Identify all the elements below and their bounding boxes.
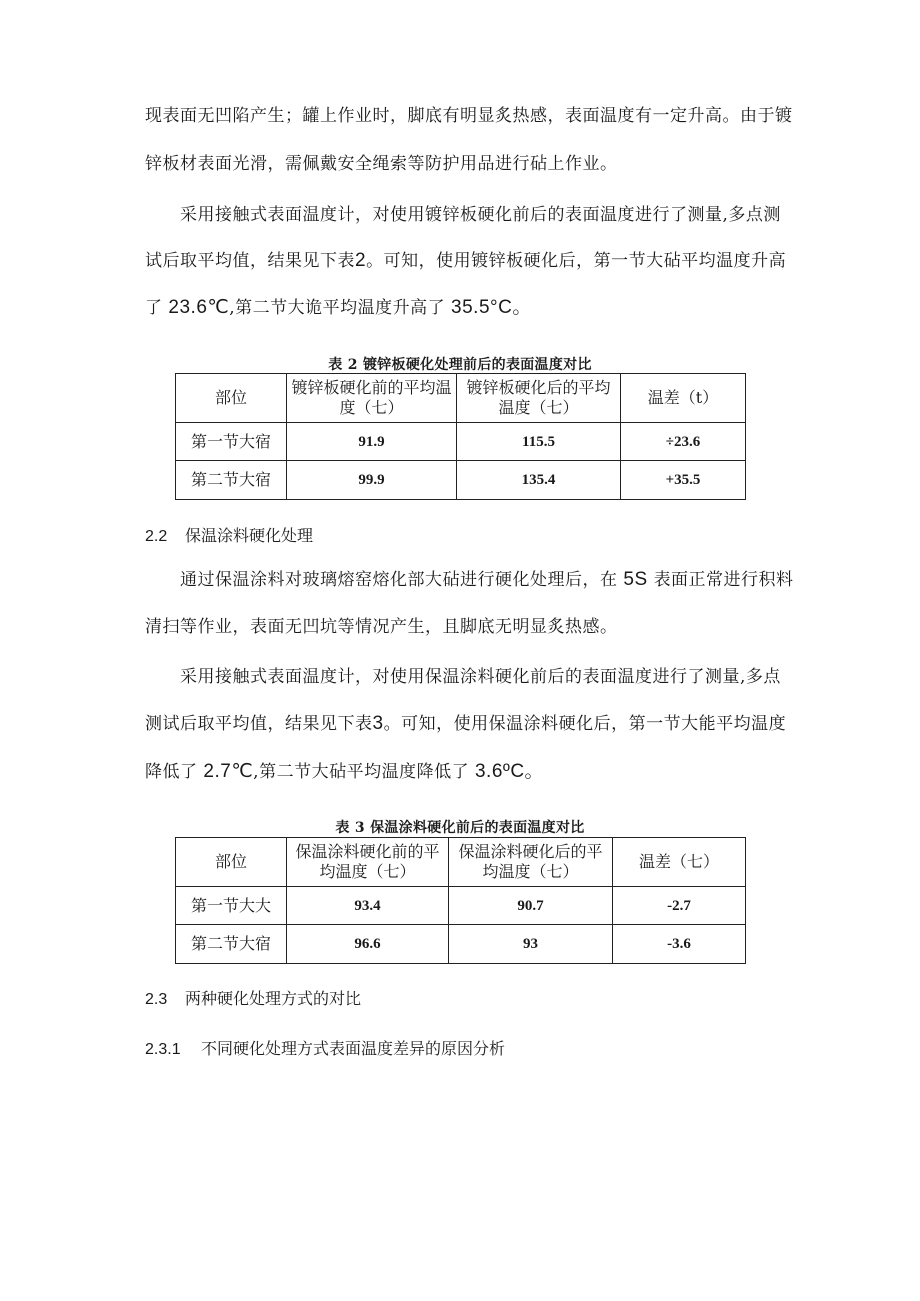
temperature-table-3: [175, 837, 746, 964]
text: 了: [145, 298, 163, 318]
table-cell: 第一节大宿: [176, 423, 287, 461]
section-number: 2.3.1: [145, 1041, 181, 1058]
header-cell: 部位: [176, 838, 287, 887]
section-heading: [145, 523, 313, 546]
table-header-row: [176, 838, 746, 887]
text: ,第二节大诡平均温度升高了: [229, 298, 446, 318]
table-cell: +35.5: [621, 461, 746, 500]
header-cell: 镀锌板硬化后的平均温度（七）: [457, 374, 621, 423]
table-cell: 第二节大宿: [176, 925, 287, 964]
section-number: 2.2: [145, 528, 168, 545]
table-row: [176, 925, 746, 964]
paragraph-line: [145, 292, 532, 319]
text: 试后取平均值，结果见下表: [145, 251, 355, 271]
section-title: 两种硬化处理方式的对比: [185, 989, 362, 1008]
table-row: [176, 887, 746, 925]
table-cell: 91.9: [287, 423, 457, 461]
paragraph-line: 清扫等作业，表面无凹坑等情况产生，且脚底无明显炙热感。: [145, 617, 618, 637]
table-cell: 99.9: [287, 461, 457, 500]
table-header-row: [176, 374, 746, 423]
table-cell: 96.6: [287, 925, 449, 964]
header-cell: 保温涂料硬化后的平均温度（七）: [449, 838, 613, 887]
paragraph-line: [180, 565, 794, 591]
paragraph-line: 采用接触式表面温度计，对使用保温涂料硬化前后的表面温度进行了测量,多点: [180, 667, 781, 687]
table-cell: -2.7: [613, 887, 746, 925]
value: 23.6℃: [168, 297, 230, 318]
header-cell: 温差（七）: [613, 838, 746, 887]
text: 。可知，使用保温涂料硬化后，第一节大能平均温度: [383, 714, 787, 734]
table-caption: 表 3 保温涂料硬化前后的表面温度对比: [335, 820, 585, 836]
table-row: [176, 423, 746, 461]
value: 2.7℃: [203, 761, 254, 782]
text: 降低了: [145, 762, 198, 782]
paragraph-line: [145, 246, 786, 272]
table-row: [176, 461, 746, 500]
paragraph-line: [145, 756, 544, 783]
table-ref: 3: [372, 713, 384, 734]
paragraph-line: 采用接触式表面温度计，对使用镀锌板硬化前后的表面温度进行了测量,多点测: [180, 205, 781, 225]
value: 35.5°C。: [451, 297, 532, 318]
temperature-table-2: [175, 373, 746, 500]
section-number: 2.3: [145, 991, 168, 1008]
table-cell: 90.7: [449, 887, 613, 925]
table-cell: 第一节大大: [176, 887, 287, 925]
text: 表面正常进行积料: [653, 570, 794, 590]
table-cell: 第二节大宿: [176, 461, 287, 500]
table-cell: -3.6: [613, 925, 746, 964]
section-heading: [145, 1036, 505, 1059]
table-cell: ÷23.6: [621, 423, 746, 461]
header-cell: 保温涂料硬化前的平均温度（七）: [287, 838, 449, 887]
header-cell: 温差（t）: [621, 374, 746, 423]
table-cell: 135.4: [457, 461, 621, 500]
section-title: 保温涂料硬化处理: [185, 526, 314, 545]
table-cell: 115.5: [457, 423, 621, 461]
table-cell: 93: [449, 925, 613, 964]
table-cell: 93.4: [287, 887, 449, 925]
paragraph-line: 现表面无凹陷产生；罐上作业时，脚底有明显炙热感，表面温度有一定升高。由于镀: [145, 106, 793, 126]
text: 。可知，使用镀锌板硬化后，第一节大砧平均温度升高: [366, 251, 787, 271]
paragraph-line: 锌板材表面光滑，需佩戴安全绳索等防护用品进行砧上作业。: [145, 154, 618, 174]
value: 3.6ºC。: [474, 761, 545, 782]
text: ,第二节大砧平均温度降低了: [253, 762, 470, 782]
table-caption: 表 2 镀锌板硬化处理前后的表面温度对比: [328, 357, 592, 373]
text: 测试后取平均值，结果见下表: [145, 714, 373, 734]
table-ref: 2: [355, 250, 367, 271]
text: 通过保温涂料对玻璃熔窑熔化部大砧进行硬化处理后，在: [180, 570, 618, 590]
header-cell: 部位: [176, 374, 287, 423]
value: 5S: [623, 569, 648, 590]
paragraph-line: [145, 709, 786, 735]
section-heading: [145, 986, 361, 1009]
header-cell: 镀锌板硬化前的平均温度（七）: [287, 374, 457, 423]
section-title: 不同硬化处理方式表面温度差异的原因分析: [201, 1039, 506, 1058]
